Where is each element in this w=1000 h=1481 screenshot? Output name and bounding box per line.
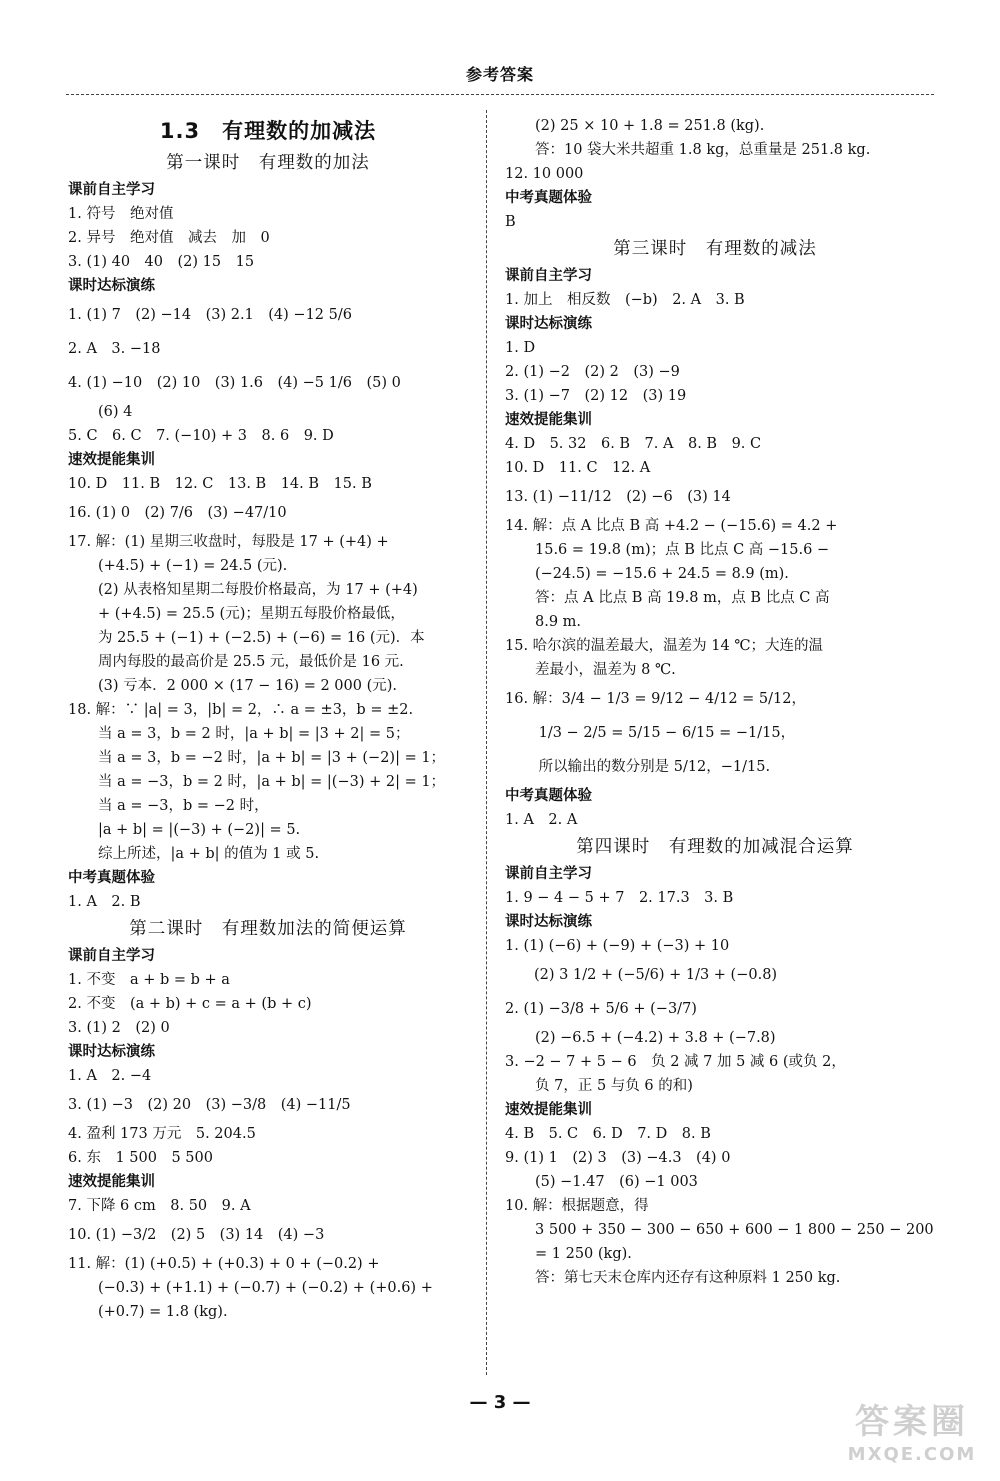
answer-line: 1. 不变 a + b = b + a <box>68 972 230 988</box>
answer-line: 3. −2 − 7 + 5 − 6 负 2 减 7 加 5 减 6 (或负 2， <box>505 1054 846 1070</box>
answer-line: 10. D 11. B 12. C 13. B 14. B 15. B <box>68 476 372 492</box>
answer-line: 4. (1) −10 (2) 10 (3) 1.6 (4) −5 1/6 (5) 0 <box>68 375 401 391</box>
subsection-heading: 速效提能集训 <box>68 452 155 468</box>
answer-line: 18. 解：∵ |a| = 3，|b| = 2，∴ a = ±3，b = ±2. <box>68 702 414 718</box>
subsection-heading: 课时达标演练 <box>505 914 592 930</box>
answer-line: 2. (1) −3/8 + 5/6 + (−3/7) <box>505 1001 697 1017</box>
page-header-title: 参考答案 <box>465 65 534 84</box>
answer-line-continued: 差最小，温差为 8 ℃. <box>535 662 676 678</box>
answer-line: 17. 解：(1) 星期三收盘时，每股是 17 + (+4) + <box>68 534 389 550</box>
answer-line: 16. (1) 0 (2) 7/6 (3) −47/10 <box>68 505 287 521</box>
answer-line: 5. C 6. C 7. (−10) + 3 8. 6 9. D <box>68 428 334 444</box>
answer-line-continued: 为 25.5 + (−1) + (−2.5) + (−6) = 16 (元)．本 <box>98 630 425 646</box>
answer-line-continued: 当 a = −3，b = 2 时，|a + b| = |(−3) + 2| = 1； <box>98 774 446 790</box>
answer-line-continued: 当 a = −3，b = −2 时， <box>98 798 269 814</box>
answer-line: 1. 符号 绝对值 <box>68 206 174 222</box>
answer-line: 11. 解：(1) (+0.5) + (+0.3) + 0 + (−0.2) + <box>68 1256 380 1272</box>
subsection-heading: 速效提能集训 <box>505 1102 592 1118</box>
subsection-heading: 课时达标演练 <box>505 316 592 332</box>
answer-line: 2. (1) −2 (2) 2 (3) −9 <box>505 364 680 380</box>
answer-line: 1. 加上 相反数 (−b) 2. A 3. B <box>505 292 745 308</box>
answer-line-continued: (2) 25 × 10 + 1.8 = 251.8 (kg). <box>535 118 765 134</box>
subsection-heading: 课前自主学习 <box>505 866 592 882</box>
section-title: 1.3 有理数的加减法 <box>159 119 377 143</box>
answer-line: 3. (1) 2 (2) 0 <box>68 1020 170 1036</box>
answer-line-continued: 当 a = 3，b = −2 时，|a + b| = |3 + (−2)| = 1； <box>98 750 446 766</box>
answer-line: 1. (1) 7 (2) −14 (3) 2.1 (4) −12 5/6 <box>68 307 352 323</box>
answer-line: 4. D 5. 32 6. B 7. A 8. B 9. C <box>505 436 762 452</box>
answer-line: 1. A 2. B <box>68 894 141 910</box>
answer-line: 10. D 11. C 12. A <box>505 460 651 476</box>
subsection-heading: 速效提能集训 <box>68 1174 155 1190</box>
right-answer-column <box>505 114 934 1290</box>
answer-line-continued: (+0.7) = 1.8 (kg). <box>98 1304 228 1320</box>
lesson-title: 第一课时 有理数的加法 <box>166 153 370 173</box>
answer-line-continued: = 1 250 (kg). <box>535 1246 632 1262</box>
answer-line: 1/3 − 2/5 = 5/15 − 6/15 = −1/15， <box>505 725 796 741</box>
answer-line: 所以输出的数分别是 5/12，−1/15. <box>505 759 771 775</box>
answer-line: 16. 解：3/4 − 1/3 = 9/12 − 4/12 = 5/12， <box>505 691 806 707</box>
answer-line: 14. 解：点 A 比点 B 高 +4.2 − (−15.6) = 4.2 + <box>505 518 838 534</box>
answer-line-continued: 负 7，正 5 与负 6 的和) <box>535 1078 693 1094</box>
lesson-title: 第四课时 有理数的加减混合运算 <box>576 837 854 857</box>
answer-line-continued: 答：点 A 比点 B 高 19.8 m，点 B 比点 C 高 <box>535 590 830 606</box>
left-answer-column <box>68 114 468 1324</box>
answer-line: 9. (1) 1 (2) 3 (3) −4.3 (4) 0 <box>505 1150 731 1166</box>
answer-line-continued: (6) 4 <box>98 404 133 420</box>
answer-line: 1. 9 − 4 − 5 + 7 2. 17.3 3. B <box>505 890 734 906</box>
subsection-heading: 中考真题体验 <box>505 788 592 804</box>
subsection-heading: 中考真题体验 <box>505 190 592 206</box>
answer-line-continued: 当 a = 3，b = 2 时，|a + b| = |3 + 2| = 5； <box>98 726 410 742</box>
answer-line: 7. 下降 6 cm 8. 50 9. A <box>68 1198 251 1214</box>
answer-line: 1. A 2. A <box>505 812 578 828</box>
answer-line: 13. (1) −11/12 (2) −6 (3) 14 <box>505 489 731 505</box>
answer-line: 12. 10 000 <box>505 166 584 182</box>
subsection-heading: 课前自主学习 <box>68 948 155 964</box>
answer-line-continued: (−24.5) = −15.6 + 24.5 = 8.9 (m). <box>535 566 789 582</box>
answer-line: 2. 异号 绝对值 减去 加 0 <box>68 230 270 246</box>
answer-line: 4. B 5. C 6. D 7. D 8. B <box>505 1126 711 1142</box>
subsection-heading: 课时达标演练 <box>68 278 155 294</box>
column-divider <box>486 110 487 1375</box>
answer-line: 1. (1) (−6) + (−9) + (−3) + 10 <box>505 938 730 954</box>
subsection-heading: 课时达标演练 <box>68 1044 155 1060</box>
answer-line: 1. D <box>505 340 536 356</box>
answer-line-continued: |a + b| = |(−3) + (−2)| = 5. <box>98 822 301 838</box>
answer-line: B <box>505 214 516 230</box>
answer-line: 3. (1) −7 (2) 12 (3) 19 <box>505 388 687 404</box>
lesson-title: 第二课时 有理数加法的简便运算 <box>129 919 407 939</box>
answer-line: 10. (1) −3/2 (2) 5 (3) 14 (4) −3 <box>68 1227 325 1243</box>
answer-line: 15. 哈尔滨的温差最大，温差为 14 ℃；大连的温 <box>505 638 824 654</box>
answer-line-continued: 答：第七天末仓库内还存有这种原料 1 250 kg. <box>535 1270 841 1286</box>
answer-line-continued: 8.9 m. <box>535 614 582 630</box>
answer-line-continued: (3) 亏本．2 000 × (17 − 16) = 2 000 (元). <box>98 678 398 694</box>
answer-line: 4. 盈利 173 万元 5. 204.5 <box>68 1126 256 1142</box>
subsection-heading: 中考真题体验 <box>68 870 155 886</box>
answer-line: 2. 不变 (a + b) + c = a + (b + c) <box>68 996 312 1012</box>
answer-line-continued: 答：10 袋大米共超重 1.8 kg，总重量是 251.8 kg. <box>535 142 871 158</box>
answer-line-continued: (2) 从表格知星期二每股价格最高，为 17 + (+4) <box>98 582 418 598</box>
answer-line: 2. A 3. −18 <box>68 341 161 357</box>
answer-line-continued: 综上所述，|a + b| 的值为 1 或 5. <box>98 846 320 862</box>
answer-line: (2) 3 1/2 + (−5/6) + 1/3 + (−0.8) <box>505 967 778 983</box>
answer-line-continued: 15.6 = 19.8 (m)；点 B 比点 C 高 −15.6 − <box>535 542 830 558</box>
answer-line-continued: (2) −6.5 + (−4.2) + 3.8 + (−7.8) <box>535 1030 776 1046</box>
answer-line-continued: (−0.3) + (+1.1) + (−0.7) + (−0.2) + (+0.6) + <box>98 1280 433 1296</box>
subsection-heading: 课前自主学习 <box>505 268 592 284</box>
lesson-title: 第三课时 有理数的减法 <box>613 239 817 259</box>
answer-line-continued: 周内每股的最高价是 25.5 元，最低价是 16 元. <box>98 654 404 670</box>
answer-line: 3. (1) 40 40 (2) 15 15 <box>68 254 255 270</box>
subsection-heading: 课前自主学习 <box>68 182 155 198</box>
answer-line: 1. A 2. −4 <box>68 1068 152 1084</box>
answer-line-continued: (5) −1.47 (6) −1 003 <box>535 1174 698 1190</box>
answer-line: 3. (1) −3 (2) 20 (3) −3/8 (4) −11/5 <box>68 1097 351 1113</box>
answer-line: 10. 解：根据题意，得 <box>505 1198 649 1214</box>
answer-line: 6. 东 1 500 5 500 <box>68 1150 213 1166</box>
page-number: — 3 — <box>469 1392 531 1413</box>
answer-line-continued: 3 500 + 350 − 300 − 650 + 600 − 1 800 − 250 − 200 <box>535 1222 934 1238</box>
answer-line-continued: (+4.5) + (−1) = 24.5 (元). <box>98 558 288 574</box>
site-watermark-logo: 答案圈 MXQE.COM <box>847 1402 977 1465</box>
header-divider <box>66 94 934 95</box>
answer-line-continued: + (+4.5) = 25.5 (元)；星期五每股价格最低， <box>98 606 405 622</box>
subsection-heading: 速效提能集训 <box>505 412 592 428</box>
